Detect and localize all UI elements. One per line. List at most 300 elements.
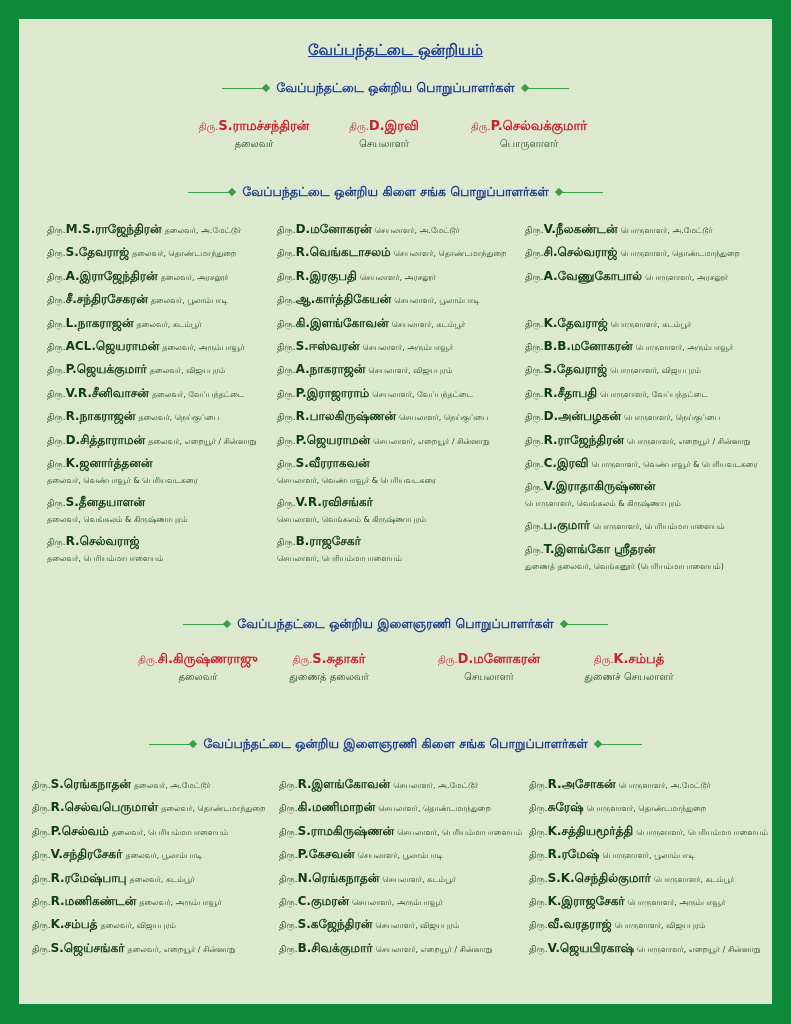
member-role: தலைவர், நெய்குப்பை — [138, 413, 220, 423]
member-line — [279, 867, 522, 887]
member-entry — [47, 382, 256, 405]
member-name: V.இராதாகிருஷ்ணன் — [543, 479, 656, 494]
member-line — [279, 913, 522, 933]
divider-right — [557, 192, 603, 193]
member-entry — [525, 405, 758, 428]
honorific: திரு. — [277, 413, 296, 424]
honorific: திரு. — [32, 781, 51, 791]
member-role: பொருளாளர், பூலாம்பாடி — [602, 851, 695, 861]
member-name: K.தேவராஜ் — [543, 315, 608, 330]
member-line — [529, 937, 768, 957]
member-role: செயலாளர், விஜயபுரம் — [375, 921, 460, 931]
member-entry — [47, 288, 256, 311]
member-role: தலைவர், விஜயபுரம் — [100, 921, 176, 931]
member-entry — [279, 773, 522, 796]
member-entry — [277, 452, 506, 486]
member-entry — [529, 913, 768, 936]
honorific: திரு. — [292, 655, 313, 666]
divider-right — [596, 744, 642, 745]
officer — [254, 652, 404, 684]
member-line — [47, 358, 256, 378]
member-entry — [277, 335, 506, 358]
member-role: செயலாளர், தொண்டமாந்துறை — [393, 249, 507, 259]
member-name: S.கஜேந்திரன் — [297, 917, 373, 932]
member-line — [529, 913, 768, 933]
officer-name-line — [454, 119, 604, 135]
member-name: N.ரெங்கநாதன் — [297, 870, 380, 885]
member-name: R.சீதாபதி — [543, 385, 598, 400]
officer-role: துணைத் தலைவர் — [289, 672, 369, 683]
member-role: பொருளாளர், எறையூர் / சின்னாறு — [637, 944, 761, 954]
member-entry — [47, 312, 256, 335]
branch-treasurers-column — [525, 218, 758, 577]
member-line — [277, 530, 506, 550]
member-name: S.ராமகிருஷ்ணன் — [297, 823, 395, 838]
section-heading-branch-officers: வேப்பந்தட்டை ஒன்றிய கிளை சங்க பொறுப்பாளர்கள் — [19, 184, 772, 201]
member-entry — [525, 218, 758, 241]
member-entry — [529, 867, 768, 890]
member-name: A.நாகராஜன் — [295, 362, 366, 377]
member-name: R.வெங்கடாசலம் — [295, 245, 391, 260]
honorific: திரு. — [525, 483, 544, 494]
member-name: P.ஜெயராமன் — [295, 432, 371, 447]
member-entry — [47, 429, 256, 452]
member-entry — [277, 241, 506, 264]
member-line — [525, 335, 758, 355]
member-entry — [525, 382, 758, 405]
member-line — [277, 288, 506, 308]
honorific: திரு. — [47, 436, 66, 447]
member-name: A.இராஜேந்திரன் — [65, 268, 158, 283]
honorific: திரு. — [529, 781, 548, 791]
member-entry — [525, 514, 758, 537]
member-name: D.சித்தாராமன் — [65, 432, 146, 447]
honorific: திரு. — [32, 897, 51, 908]
honorific: திரு. — [32, 827, 51, 838]
member-line — [525, 405, 758, 425]
divider-left — [188, 192, 234, 193]
honorific: திரு. — [277, 226, 296, 236]
member-entry — [279, 890, 522, 913]
member-entry — [277, 429, 506, 452]
member-name: R.ரமேஷ்பாபு — [50, 870, 127, 885]
member-line — [529, 890, 768, 910]
member-name: S.ஜெய்சங்கர் — [50, 940, 125, 955]
honorific: திரு. — [279, 874, 298, 885]
member-line — [32, 820, 265, 840]
officer-name-line — [123, 652, 273, 668]
member-entry — [279, 867, 522, 890]
member-name: V.சந்திரசேகர் — [50, 847, 123, 862]
honorific: திரு. — [277, 272, 296, 283]
member-line — [525, 514, 758, 534]
honorific: திரு. — [593, 655, 614, 666]
member-entry — [47, 452, 256, 486]
member-name: ப.குமார் — [543, 518, 590, 533]
member-entry — [525, 358, 758, 381]
member-entry — [525, 538, 758, 572]
member-role: தலைவர், கடம்பூர் — [129, 874, 195, 884]
honorific: திரு. — [198, 122, 219, 133]
member-entry — [277, 405, 506, 428]
member-name: C.குமரன் — [297, 893, 350, 908]
member-line — [277, 358, 506, 378]
member-role: பொருளாளர், கடம்பூர் — [610, 319, 692, 329]
member-name: R.செல்வபெருமாள் — [50, 800, 159, 815]
member-name: M.S.ராஜேந்திரன் — [65, 222, 162, 236]
member-entry — [277, 288, 506, 311]
member-role: தலைவர், அரசலூர் — [160, 272, 229, 282]
member-role: பொருளாளர், வெண்பாவூர் & பெரியவடகரை — [591, 459, 758, 469]
member-entry — [277, 358, 506, 381]
member-name: S.K.செந்தில்குமார் — [547, 870, 651, 885]
member-line — [525, 475, 758, 495]
member-name: P.ஜெயக்குமார் — [65, 362, 147, 377]
honorific: திரு. — [525, 389, 544, 400]
member-role: தலைவர், தொண்டமாந்துறை — [161, 804, 266, 814]
member-name: S.ரெங்கநாதன் — [50, 777, 131, 791]
honorific: திரு. — [349, 122, 369, 133]
member-name: R.ராஜேந்திரன் — [543, 432, 624, 447]
officer — [179, 119, 329, 151]
member-role: தலைவர், எறையூர் / சின்னாறு — [148, 436, 257, 446]
member-entry — [529, 820, 768, 843]
member-line — [47, 405, 256, 425]
officer-name: S.சுதாகர் — [312, 652, 366, 667]
member-entry — [47, 491, 256, 525]
member-line — [47, 491, 256, 511]
honorific: திரு. — [525, 226, 544, 236]
honorific: திரு. — [277, 249, 296, 260]
honorific: திரு. — [47, 413, 66, 424]
honorific: திரு. — [279, 921, 298, 932]
page-title: வேப்பந்தட்டை ஒன்றியம் — [308, 41, 483, 59]
member-entry — [277, 530, 506, 564]
member-entry — [47, 241, 256, 264]
officer-name: S.ராமச்சந்திரன் — [218, 119, 310, 134]
member-name: S.தீனதயாளன் — [65, 494, 146, 509]
member-role: பொருளாளர், அ.மேட்டூர் — [620, 226, 713, 235]
member-role: செயலாளர், வெங்கலம் & கிருஷ்ணாபுரம் — [277, 514, 427, 524]
member-entry — [32, 937, 265, 960]
member-entry — [279, 820, 522, 843]
member-line — [525, 538, 758, 558]
member-entry — [47, 405, 256, 428]
member-role: பொருளாளர், வேப்பந்தட்டை — [600, 389, 708, 399]
member-name: B.சிவக்குமார் — [297, 940, 373, 955]
member-name: R.அசோகன் — [547, 777, 616, 791]
honorific: திரு. — [529, 827, 548, 838]
member-role: செயலாளர், அ.மேட்டூர் — [393, 781, 479, 790]
member-line — [525, 218, 758, 238]
honorific: திரு. — [470, 122, 491, 133]
honorific: திரு. — [277, 537, 296, 548]
honorific: திரு. — [47, 342, 66, 353]
member-role: தலைவர், வெங்கலம் & கிருஷ்ணாபுரம் — [47, 514, 188, 524]
member-entry — [529, 937, 768, 960]
member-entry — [277, 218, 506, 241]
divider-right — [562, 624, 608, 625]
member-name: L.நாகராஜன் — [65, 315, 134, 330]
honorific: திரு. — [529, 874, 548, 885]
member-line — [525, 429, 758, 449]
honorific: திரு. — [279, 804, 298, 815]
member-line — [279, 843, 522, 863]
officer — [554, 652, 704, 684]
member-entry — [529, 796, 768, 819]
honorific: திரு. — [529, 804, 548, 815]
member-line — [47, 265, 256, 285]
member-name: R.இரகுபதி — [295, 268, 357, 283]
member-entry — [277, 382, 506, 405]
honorific: திரு. — [277, 366, 296, 377]
divider-left — [222, 88, 268, 89]
member-entry — [32, 796, 265, 819]
member-role: தலைவர், அ.மேட்டூர் — [133, 781, 211, 790]
honorific: திரு. — [525, 366, 544, 377]
member-line — [279, 890, 522, 910]
officer — [454, 119, 604, 151]
member-name: P.கேசவன் — [297, 847, 355, 862]
member-role: தலைவர், விஜயபுரம் — [149, 366, 226, 376]
member-name: V.நீலகண்டன் — [543, 222, 618, 236]
member-name: ஆ.கார்த்திகேயன் — [295, 292, 392, 307]
member-line — [47, 288, 256, 308]
honorific: திரு. — [525, 413, 544, 424]
honorific: திரு. — [47, 537, 66, 548]
honorific: திரு. — [529, 897, 548, 908]
officer-name-line — [179, 119, 329, 135]
divider-left — [183, 624, 229, 625]
honorific: திரு. — [277, 342, 296, 353]
member-line — [47, 218, 256, 238]
member-name: வீ.வரதராஜ் — [547, 917, 612, 932]
member-line — [47, 335, 256, 355]
member-entry — [279, 796, 522, 819]
member-line — [525, 382, 758, 402]
member-line — [277, 382, 506, 402]
member-role: செயலாளர், பூலாம்பாடி — [357, 851, 444, 861]
honorific: திரு. — [32, 874, 51, 885]
member-role: தலைவர், தொண்டமாந்துறை — [132, 249, 237, 259]
member-name: R.செல்வராஜ் — [65, 533, 140, 548]
member-role: செயலாளர், விஜயபுரம் — [368, 366, 453, 376]
member-role: செயலாளர், பெரியம்மாபாளையம் — [397, 827, 523, 837]
member-role: பொருளாளர், அரும்பாவூர் — [627, 897, 726, 907]
member-name: K.ஜனார்த்தனன் — [65, 455, 153, 470]
member-line — [277, 218, 506, 238]
member-role: பொருளாளர், பெரியம்மாபாளையம் — [636, 827, 768, 837]
member-entry — [525, 335, 758, 358]
member-name: A.வேணுகோபால் — [543, 268, 643, 283]
honorific: திரு. — [277, 389, 296, 400]
officer — [414, 652, 564, 684]
member-entry — [277, 491, 506, 525]
honorific: திரு. — [47, 226, 66, 236]
member-role: பொருளாளர், நெய்குப்பை — [623, 413, 721, 423]
member-role: பொருளாளர், அரும்பாவூர் — [635, 342, 734, 352]
honorific: திரு. — [279, 897, 298, 908]
member-role: பொருளாளர், அ.மேட்டூர் — [618, 781, 711, 790]
honorific: திரு. — [47, 459, 66, 470]
member-role: செயலாளர், கடம்பூர் — [391, 319, 466, 329]
divider-right — [523, 88, 569, 89]
officer-name-line — [309, 119, 459, 135]
member-line — [47, 312, 256, 332]
member-role: பொருளாளர், அரசலூர் — [645, 272, 729, 282]
honorific: திரு. — [277, 319, 296, 330]
empty-row — [525, 288, 758, 311]
member-name: T.இளங்கோ ஸ்ரீதரன் — [543, 541, 656, 556]
honorific: திரு. — [437, 655, 458, 666]
member-name: S.ஈஸ்வரன் — [295, 338, 360, 353]
member-line — [32, 843, 265, 863]
member-name: C.இரவி — [543, 455, 589, 470]
member-entry — [47, 265, 256, 288]
member-name: P.செல்வம் — [50, 823, 109, 838]
officer — [309, 119, 459, 151]
member-name: V.R.ரவிசங்கர் — [295, 494, 373, 509]
member-entry — [525, 429, 758, 452]
divider-left — [149, 744, 195, 745]
member-name: சுரேஷ் — [547, 800, 584, 815]
honorific: திரு. — [277, 296, 296, 307]
honorific: திரு. — [277, 459, 296, 470]
member-name: D.அன்பழகன் — [543, 409, 621, 424]
member-line — [529, 843, 768, 863]
member-entry — [529, 843, 768, 866]
member-line — [47, 429, 256, 449]
honorific: திரு. — [525, 272, 544, 283]
member-role: தலைவர், வேப்பந்தட்டை — [151, 389, 245, 399]
member-line — [277, 452, 506, 472]
officer-role: செயலாளர் — [359, 139, 409, 150]
member-line — [32, 913, 265, 933]
honorific: திரு. — [277, 436, 296, 447]
member-line — [47, 530, 256, 550]
member-line — [277, 335, 506, 355]
member-role: செயலாளர், கடம்பூர் — [382, 874, 457, 884]
member-role: செயலாளர், வேப்பந்தட்டை — [372, 389, 473, 399]
member-role: தலைவர், கடம்பூர் — [136, 319, 202, 329]
honorific: திரு. — [32, 804, 51, 815]
member-role: செயலாளர், வெண்பாவூர் & பெரியவடகரை — [277, 475, 437, 485]
officer-name-line — [554, 652, 704, 668]
honorific: திரு. — [47, 498, 66, 509]
youth-branch-presidents-column — [32, 773, 265, 960]
member-name: V.ஜெயபிரகாஷ் — [547, 940, 635, 955]
member-name: R.ரமேஷ் — [547, 847, 600, 862]
member-entry — [47, 358, 256, 381]
member-role: தலைவர், பெரியம்மாபாளையம் — [111, 827, 229, 837]
honorific: திரு. — [138, 655, 158, 666]
member-role: தலைவர், எறையூர் / சின்னாறு — [127, 944, 236, 954]
member-entry — [529, 773, 768, 796]
honorific: திரு. — [525, 319, 544, 330]
member-line — [47, 241, 256, 261]
member-line — [529, 796, 768, 816]
member-role: செயலாளர், பெரியம்மாபாளையம் — [277, 553, 402, 563]
member-role: தலைவர், அரும்பாவூர் — [162, 342, 245, 352]
member-entry — [32, 820, 265, 843]
honorific: திரு. — [32, 944, 51, 955]
member-name: R.நாகராஜன் — [65, 409, 136, 424]
branch-secretaries-column — [277, 218, 506, 569]
officer-name: K.சம்பத் — [613, 652, 665, 667]
honorific: திரு. — [279, 944, 298, 955]
member-line — [32, 867, 265, 887]
member-name: K.சத்தியமூர்த்தி — [547, 823, 634, 838]
member-line — [525, 452, 758, 472]
officer — [123, 652, 273, 684]
member-role: பொருளாளர், வெங்கலம் & கிருஷ்ணாபுரம் — [525, 499, 681, 509]
member-role: தலைவர், பூலாம்பாடி — [125, 851, 203, 861]
member-line — [279, 773, 522, 793]
honorific: திரு. — [525, 459, 544, 470]
member-role: செயலாளர், எறையூர் / சின்னாறு — [373, 436, 490, 446]
honorific: திரு. — [32, 851, 51, 862]
branch-presidents-column — [47, 218, 256, 569]
member-role: தலைவர், அரும்பாவூர் — [139, 897, 222, 907]
honorific: திரு. — [279, 781, 298, 791]
honorific: திரு. — [529, 851, 548, 862]
honorific: திரு. — [32, 921, 51, 932]
honorific: திரு. — [279, 827, 298, 838]
member-line — [279, 820, 522, 840]
member-entry — [277, 265, 506, 288]
member-name: B.ராஜசேகர் — [295, 533, 361, 548]
member-name: கி.மணிமாறன் — [297, 800, 376, 815]
member-role: பொருளாளர், தொண்டமாந்துறை — [586, 804, 707, 814]
member-entry — [525, 265, 758, 288]
member-entry — [32, 890, 265, 913]
member-name: K.இராஜசேகர் — [547, 893, 625, 908]
member-line — [525, 241, 758, 261]
officer-role: பொருளாளர் — [499, 139, 559, 150]
member-entry — [32, 867, 265, 890]
member-name: D.மனோகரன் — [295, 222, 372, 236]
member-line — [277, 312, 506, 332]
youth-branch-treasurers-column — [529, 773, 768, 960]
member-name: சீ.சந்திரசேகரன் — [65, 292, 148, 307]
member-name: S.வீரராகவன் — [295, 455, 370, 470]
member-entry — [277, 312, 506, 335]
member-line — [32, 937, 265, 957]
officer-name: D.மனோகரன் — [457, 652, 541, 667]
honorific: திரு. — [529, 921, 548, 932]
member-entry — [279, 937, 522, 960]
honorific: திரு. — [47, 272, 66, 283]
section-heading-union-officers: வேப்பந்தட்டை ஒன்றிய பொறுப்பாளர்கள் — [19, 80, 772, 97]
member-line — [277, 405, 506, 425]
member-name: K.சம்பத் — [50, 917, 98, 932]
member-line — [529, 867, 768, 887]
member-entry — [525, 312, 758, 335]
member-entry — [525, 241, 758, 264]
honorific: திரு. — [277, 498, 296, 509]
officer-role: தலைவர் — [234, 139, 274, 150]
member-line — [277, 241, 506, 261]
member-role: துணைத் தலைவர், வெங்கனூர் (பெரியம்மாபாளையம்) — [525, 561, 724, 571]
honorific: திரு. — [529, 944, 548, 955]
member-role: பொருளாளர், தொண்டமாந்துறை — [620, 249, 740, 259]
member-line — [529, 773, 768, 793]
honorific: திரு. — [47, 319, 66, 330]
member-role: தலைவர், பூலாம்பாடி — [150, 296, 228, 306]
member-line — [32, 796, 265, 816]
member-line — [529, 820, 768, 840]
section-heading-youth-officers: வேப்பந்தட்டை ஒன்றிய இளைஞரணி பொறுப்பாளர்கள் — [19, 616, 772, 633]
